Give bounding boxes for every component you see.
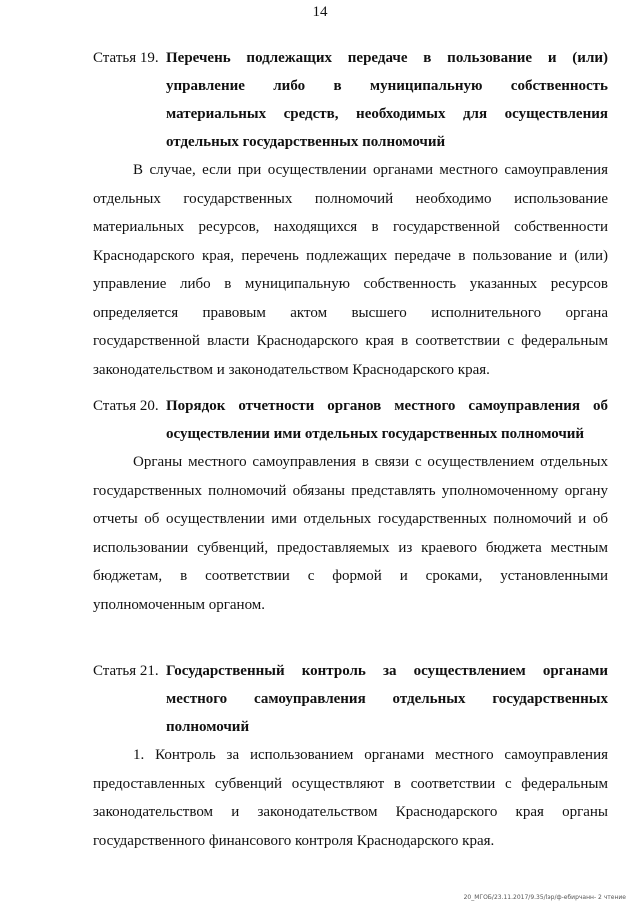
article-body: Органы местного самоуправления в связи с осуществлением отдельных государственных полномочий обязаны представлять уполномоченному органу отчеты об осуществлении ими отдельных государственных полномочий и об использовании субвенций, предоставляемых из краевого бюджета местным бюджетам, в соответствии с формой и сроками, установленными уполномоченным органом.: [93, 454, 608, 613]
article-21: [93, 657, 608, 855]
article-number: Статья 20.: [93, 398, 159, 414]
article-19: [93, 44, 608, 384]
article-20: [93, 392, 608, 619]
article-number: Статья 21.: [93, 663, 159, 679]
article-heading: [93, 392, 608, 448]
article-heading: [93, 44, 608, 156]
article-number: Статья 19.: [93, 50, 159, 66]
page-number: 14: [312, 4, 328, 20]
article-title: Государственный контроль за осуществлением органами местного самоуправления отдельных государственных полномочий: [166, 663, 608, 735]
article-body: 1. Контроль за использованием органами местного самоуправления предоставленных субвенций осуществляют в соответствии с федеральным законодательством и законодательством Краснодарского края органы государственного финансового контроля Краснодарского края.: [93, 747, 608, 849]
footer-file-reference: 20_МГОБ/23.11.2017/9.35/lэр/ф-ебирчанн- 2 чтение: [463, 894, 626, 901]
article-title: Перечень подлежащих передаче в пользование и (или) управление либо в муниципальную собственность материальных средств, необходимых для осуществления отдельных государственных полномочий: [166, 50, 608, 150]
article-title: Порядок отчетности органов местного самоуправления об осуществлении ими отдельных государственных полномочий: [166, 398, 608, 442]
article-heading: [93, 657, 608, 741]
article-body: В случае, если при осуществлении органами местного самоуправления отдельных государственных полномочий необходимо использование материальных ресурсов, находящихся в государственной собственности Краснодарского края, перечень подлежащих передаче в пользование и (или) управление либо в муниципальную собственность указанных ресурсов определяется правовым актом высшего исполнительного органа государственной власти Краснодарского края в соответствии с федеральным законодательством и законодательством Краснодарского края.: [93, 162, 608, 378]
